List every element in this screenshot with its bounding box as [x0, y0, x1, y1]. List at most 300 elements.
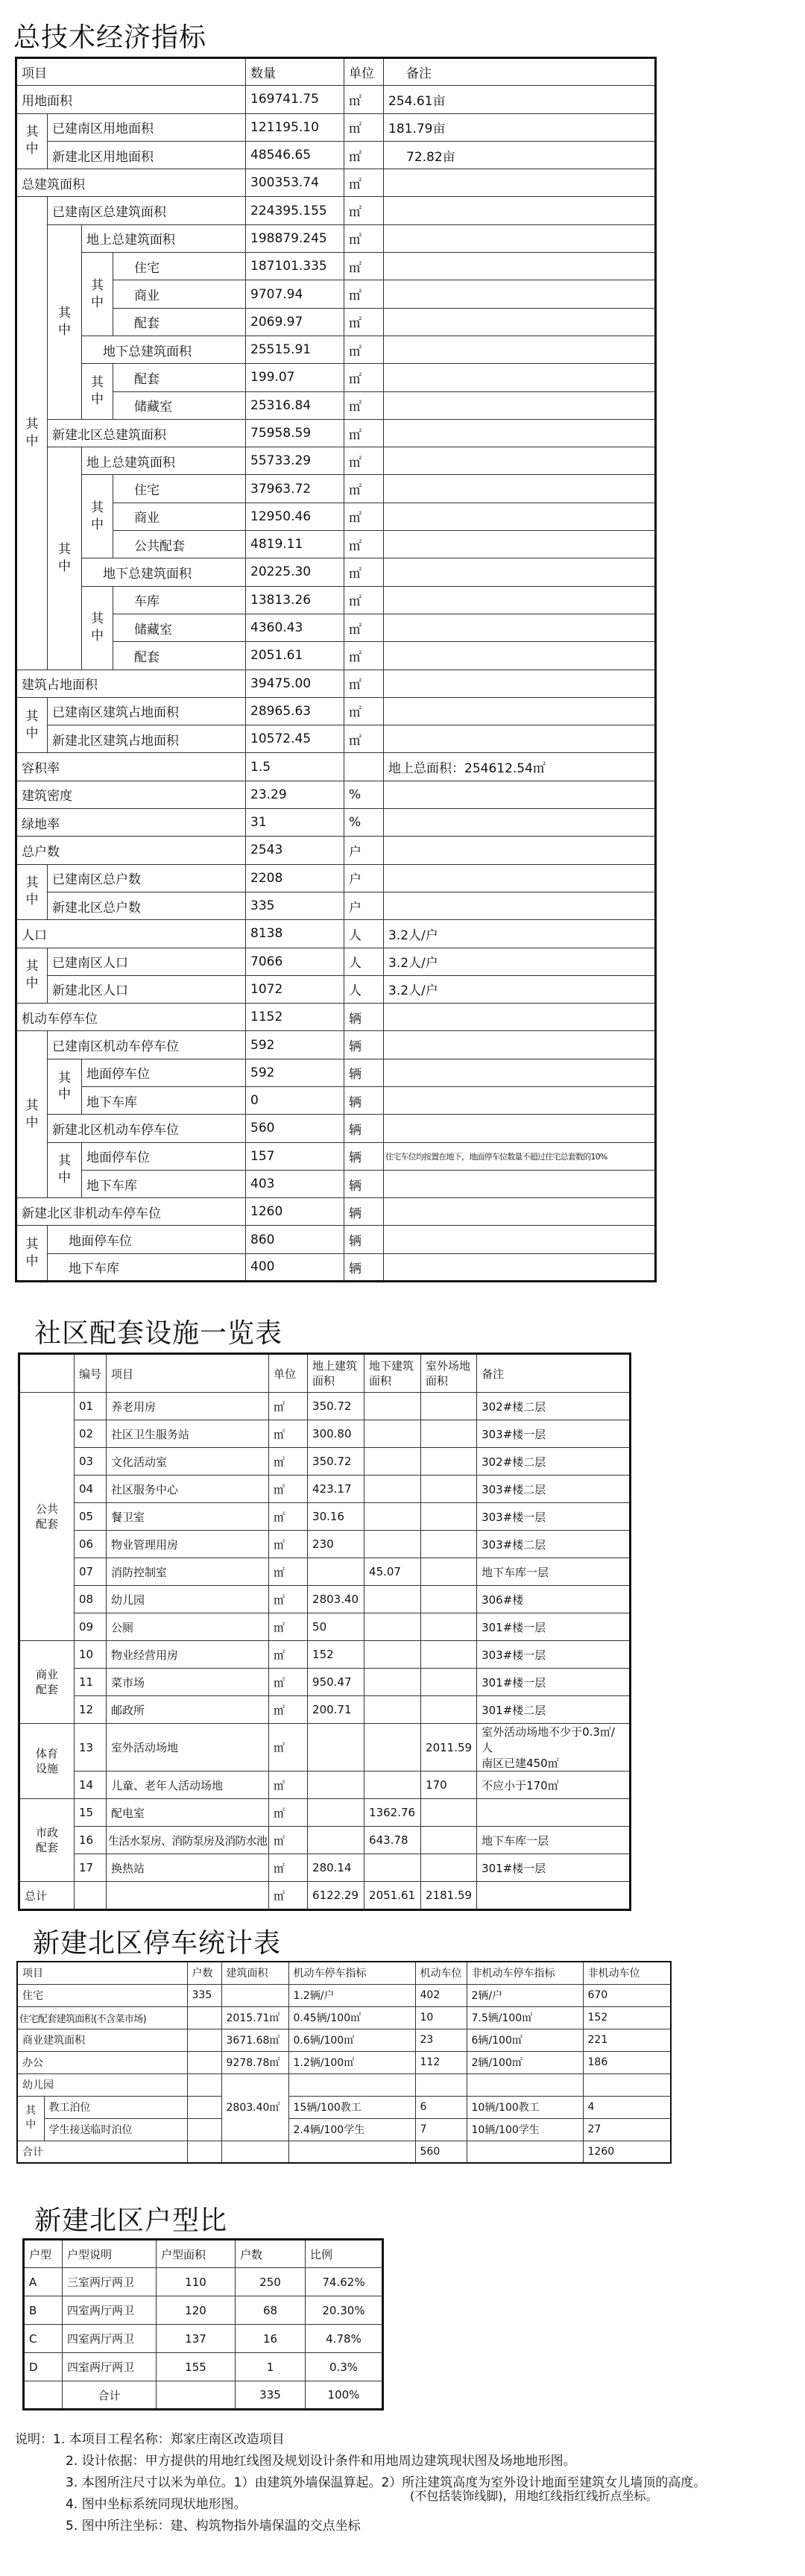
row-label: 公共配套 — [113, 531, 246, 558]
cell-area: 9278.78㎡ — [221, 2051, 288, 2073]
cell-note — [477, 1854, 631, 1882]
table-row — [16, 197, 656, 224]
table-row — [16, 948, 656, 975]
row-note — [384, 419, 656, 447]
cell-unit: ㎡ — [269, 1696, 308, 1724]
cell-area: 2015.71㎡ — [221, 2006, 288, 2029]
cell-unit: ㎡ — [269, 1772, 308, 1799]
row-label: 已建南区建筑占地面积 — [48, 697, 246, 725]
table-row — [19, 1420, 631, 1448]
cell-bikes: 27 — [583, 2118, 671, 2141]
row-unit: ㎡ — [344, 280, 384, 308]
header-cell: 机动车位 — [415, 1962, 467, 1984]
row-label: 新建北区总户数 — [48, 892, 246, 919]
row-unit: 辆 — [344, 1253, 384, 1281]
row-note — [384, 1198, 656, 1226]
total-outdoor: 2181.59 — [421, 1882, 477, 1910]
cell-unit: ㎡ — [269, 1420, 308, 1448]
row-qty: 198879.245 — [246, 224, 344, 252]
row-unit — [344, 753, 384, 781]
table-row — [19, 1503, 631, 1531]
row-unit: ㎡ — [344, 531, 384, 558]
row-label: 地上总建筑面积 — [82, 447, 246, 475]
cell-below — [364, 1476, 421, 1503]
row-unit: 辆 — [344, 1170, 384, 1197]
row-unit: ㎡ — [344, 169, 384, 197]
row-unit: ㎡ — [344, 725, 384, 753]
row-label: 新建北区机动车停车位 — [48, 1115, 246, 1142]
cell-below: 643.78 — [364, 1827, 421, 1854]
row-note — [384, 781, 656, 808]
cell-count: 250 — [236, 2268, 306, 2296]
cell-empty — [157, 2381, 236, 2410]
row-qty: 335 — [246, 892, 344, 919]
table-row — [16, 336, 656, 363]
cell-name: 办公 — [17, 2051, 187, 2073]
row-qty: 2543 — [246, 837, 344, 864]
cell-outdoor: 170 — [421, 1772, 477, 1799]
cell-above — [308, 1558, 364, 1586]
row-unit: ㎡ — [344, 391, 384, 419]
cell-no: 06 — [75, 1531, 107, 1558]
row-label: 新建北区总建筑面积 — [48, 419, 246, 447]
table-row — [16, 1059, 656, 1086]
table-row — [16, 1142, 656, 1170]
header-cell: 户型面积 — [157, 2240, 236, 2268]
cell-area: 110 — [157, 2268, 236, 2296]
header-cell: 项目 — [17, 1962, 187, 1984]
row-unit: % — [344, 781, 384, 808]
row-label: 地下车库 — [82, 1086, 246, 1114]
row-qty: 4360.43 — [246, 614, 344, 641]
cell-no: 14 — [75, 1772, 107, 1799]
cell-count: 68 — [236, 2296, 306, 2325]
row-unit: ㎡ — [344, 475, 384, 503]
cell-type: D — [24, 2353, 63, 2381]
cell-unit: ㎡ — [269, 1393, 308, 1420]
row-qty: 48546.65 — [246, 141, 344, 169]
header-cell: 户型说明 — [63, 2240, 157, 2268]
cell-desc: 四室两厅两卫 — [63, 2325, 157, 2353]
cell-outdoor — [421, 1827, 477, 1854]
cell-desc: 四室两厅两卫 — [63, 2353, 157, 2381]
table-row — [16, 558, 656, 586]
row-qty: 860 — [246, 1226, 344, 1253]
table-row — [16, 1031, 656, 1059]
note-text: 303#楼一层 — [482, 1427, 546, 1441]
cell-ratio: 74.62% — [306, 2268, 383, 2296]
row-label: 车库 — [113, 586, 246, 614]
note-4-line — [15, 2489, 798, 2516]
row-note — [384, 197, 656, 224]
cell-below: 45.07 — [364, 1558, 421, 1586]
cell-empty — [583, 2073, 671, 2096]
row-qty: 25515.91 — [246, 336, 344, 363]
qi-zhong-label: 其中 — [16, 697, 48, 753]
row-label: 建筑占地面积 — [16, 670, 246, 697]
row-note — [384, 642, 656, 670]
row-qty: 9707.94 — [246, 280, 344, 308]
header-cell: 户数 — [236, 2240, 306, 2268]
row-unit: ㎡ — [344, 614, 384, 641]
cell-above: 280.14 — [308, 1854, 364, 1882]
note-1: 1. 本项目工程名称：郑家庄南区改造项目 — [53, 2432, 285, 2447]
header-cell: 机动车停车指标 — [288, 1962, 415, 1984]
row-note: 地上总面积：254612.54㎡ — [384, 753, 656, 781]
table-row — [19, 1772, 631, 1799]
table-row — [16, 447, 656, 475]
cell-above — [308, 1827, 364, 1854]
header-cell: 编号 — [75, 1354, 107, 1393]
row-qty: 2069.97 — [246, 308, 344, 336]
cell-ratio: 4.78% — [306, 2325, 383, 2353]
table-row — [16, 1170, 656, 1197]
cell-below — [364, 1586, 421, 1613]
cell-above — [308, 1724, 364, 1772]
row-note — [384, 475, 656, 503]
cell-no: 15 — [75, 1799, 107, 1827]
cell-type: A — [24, 2268, 63, 2296]
cell-households: 335 — [187, 1984, 221, 2006]
group-label: 商业配套 — [19, 1641, 75, 1724]
row-unit: ㎡ — [344, 197, 384, 224]
table-row — [16, 670, 656, 697]
note-5: 5. 图中所注坐标：建、构筑物指外墙保温的交点坐标 — [66, 2519, 361, 2534]
note-text: 303#楼一层 — [482, 1510, 546, 1524]
qi-zhong-label: 其中 — [16, 197, 48, 670]
total-cars: 560 — [415, 2141, 467, 2163]
section-title-parking: 新建北区停车统计表 — [33, 1928, 282, 1959]
note-text: 302#楼二层 — [482, 1399, 546, 1414]
table-row — [17, 2096, 671, 2118]
cell-note — [477, 1531, 631, 1558]
cell-above: 350.72 — [308, 1448, 364, 1476]
row-qty: 13813.26 — [246, 586, 344, 614]
cell-name: 菜市场 — [107, 1669, 269, 1696]
row-unit: ㎡ — [344, 308, 384, 336]
row-qty: 7066 — [246, 948, 344, 975]
table-row — [19, 1799, 631, 1827]
cell-unit: ㎡ — [269, 1669, 308, 1696]
cell-bikes: 186 — [583, 2051, 671, 2073]
row-note — [384, 391, 656, 419]
row-label: 地下车库 — [48, 1253, 246, 1281]
qi-zhong-label: 其中 — [16, 1226, 48, 1282]
cell-count: 1 — [236, 2353, 306, 2381]
row-qty: 75958.59 — [246, 419, 344, 447]
row-qty: 400 — [246, 1253, 344, 1281]
row-label: 地面停车位 — [82, 1142, 246, 1170]
row-qty: 592 — [246, 1059, 344, 1086]
row-note — [384, 253, 656, 280]
row-unit: ㎡ — [344, 224, 384, 252]
table-row — [16, 781, 656, 808]
note-text: 303#楼一层 — [482, 1648, 546, 1662]
row-label: 已建南区人口 — [48, 948, 246, 975]
row-label: 已建南区总建筑面积 — [48, 197, 246, 224]
row-label: 住宅 — [113, 253, 246, 280]
total-row — [19, 1882, 631, 1910]
row-qty: 25316.84 — [246, 391, 344, 419]
cell-below — [364, 1724, 421, 1772]
cell-bikes: 4 — [583, 2096, 671, 2118]
cell-outdoor — [421, 1531, 477, 1558]
row-note — [384, 586, 656, 614]
unit-ratio-table — [22, 2238, 384, 2410]
row-label: 新建北区非机动车停车位 — [16, 1198, 246, 1226]
cell-empty — [467, 2073, 583, 2096]
header-cell: 单位 — [344, 58, 384, 86]
row-note — [384, 169, 656, 197]
cell-car-index: 0.45辆/100㎡ — [288, 2006, 415, 2029]
cell-above: 30.16 — [308, 1503, 364, 1531]
row-note — [384, 447, 656, 475]
table-header-row — [19, 1354, 631, 1393]
cell-cars: 402 — [415, 1984, 467, 2006]
cell-outdoor — [421, 1669, 477, 1696]
cell-note — [477, 1696, 631, 1724]
cell-cars: 112 — [415, 2051, 467, 2073]
cell-area — [221, 1984, 288, 2006]
table-row — [16, 753, 656, 781]
cell-no: 04 — [75, 1476, 107, 1503]
table-row — [17, 2029, 671, 2051]
cell-bike-index: 6辆/100㎡ — [467, 2029, 583, 2051]
header-cell: 室外场地面积 — [421, 1354, 477, 1393]
table-row — [16, 86, 656, 113]
row-unit: 辆 — [344, 1226, 384, 1253]
cell-area: 155 — [157, 2353, 236, 2381]
cell-note — [477, 1799, 631, 1827]
cell-note — [477, 1476, 631, 1503]
table-row — [19, 1641, 631, 1669]
row-qty: 12950.46 — [246, 503, 344, 530]
cell-no: 08 — [75, 1586, 107, 1613]
header-cell: 数量 — [246, 58, 344, 86]
table-row — [19, 1827, 631, 1854]
row-label: 用地面积 — [16, 86, 246, 113]
header-cell: 项目 — [16, 58, 246, 86]
table-row — [16, 725, 656, 753]
row-note — [384, 1004, 656, 1031]
table-row — [24, 2353, 383, 2381]
note-text-2: 南区已建450㎡ — [482, 1757, 559, 1770]
header-cell: 项目 — [107, 1354, 269, 1393]
header-cell: 备注 — [384, 58, 656, 86]
cell-below — [364, 1854, 421, 1882]
row-label: 地上总建筑面积 — [82, 224, 246, 252]
header-cell: 建筑面积 — [221, 1962, 288, 1984]
row-label: 总建筑面积 — [16, 169, 246, 197]
row-label: 配套 — [113, 642, 246, 670]
cell-no: 02 — [75, 1420, 107, 1448]
row-note: 3.2人/户 — [384, 948, 656, 975]
header-cell: 单位 — [269, 1354, 308, 1393]
cell-bike-index: 7.5辆/100㎡ — [467, 2006, 583, 2029]
cell-outdoor — [421, 1393, 477, 1420]
cell-above: 350.72 — [308, 1393, 364, 1420]
cell-note — [477, 1448, 631, 1476]
total-label: 总计 — [19, 1882, 75, 1910]
row-unit: 辆 — [344, 1059, 384, 1086]
row-qty: 20225.30 — [246, 558, 344, 586]
cell-name: 消防控制室 — [107, 1558, 269, 1586]
cell-outdoor — [421, 1503, 477, 1531]
total-below: 2051.61 — [364, 1882, 421, 1910]
cell-unit: ㎡ — [269, 1799, 308, 1827]
cell-above — [308, 1772, 364, 1799]
cell-outdoor — [421, 1476, 477, 1503]
note-text: 301#楼二层 — [482, 1703, 546, 1717]
cell-type: B — [24, 2296, 63, 2325]
row-qty: 31 — [246, 809, 344, 837]
tech-indicators-table — [15, 57, 657, 1282]
row-unit: ㎡ — [344, 697, 384, 725]
cell-no: 16 — [75, 1827, 107, 1854]
header-cell: 地上建筑面积 — [308, 1354, 364, 1393]
cell-bikes: 152 — [583, 2006, 671, 2029]
row-note — [384, 670, 656, 697]
table-row — [17, 2051, 671, 2073]
total-label: 合计 — [63, 2381, 157, 2410]
cell-area: 3671.68㎡ — [221, 2029, 288, 2051]
row-qty: 403 — [246, 1170, 344, 1197]
total-ratio: 100% — [306, 2381, 383, 2410]
table-row — [16, 1115, 656, 1142]
cell-name: 餐卫室 — [107, 1503, 269, 1531]
table-row — [19, 1393, 631, 1420]
cell-empty — [24, 2381, 63, 2410]
cell-above — [308, 1799, 364, 1827]
facilities-table — [18, 1352, 631, 1911]
note-text: 地下车库一层 — [482, 1565, 549, 1579]
cell-no: 10 — [75, 1641, 107, 1669]
cell-note — [477, 1613, 631, 1641]
header-cell: 非机动车位 — [583, 1962, 671, 1984]
cell-name: 生活水泵房、消防泵房及消防水池 — [107, 1827, 269, 1854]
row-note — [384, 224, 656, 252]
row-unit: 户 — [344, 864, 384, 892]
cell-name: 公厕 — [107, 1613, 269, 1641]
cell-above: 230 — [308, 1531, 364, 1558]
total-label: 合计 — [17, 2141, 187, 2163]
row-note — [384, 837, 656, 864]
section-title-tech-indicators: 总技术经济指标 — [13, 22, 207, 53]
table-row — [16, 1198, 656, 1226]
row-note: 住宅车位均按置在地下，地面停车位数量不超过住宅总套数的10% — [384, 1142, 656, 1170]
cell-no: 13 — [75, 1724, 107, 1772]
row-qty: 39475.00 — [246, 670, 344, 697]
table-row — [19, 1476, 631, 1503]
qi-zhong-label: 其中 — [82, 364, 113, 420]
note-3-continued: (不包括装饰线脚)，用地红线指红线折点坐标。 — [410, 2489, 658, 2503]
cell-name: 换热站 — [107, 1854, 269, 1882]
row-qty: 28965.63 — [246, 697, 344, 725]
row-note — [384, 809, 656, 837]
row-unit: 辆 — [344, 1004, 384, 1031]
cell-below — [364, 1420, 421, 1448]
table-row — [16, 1086, 656, 1114]
row-unit: ㎡ — [344, 419, 384, 447]
qi-zhong-label: 其中 — [48, 447, 82, 670]
note-text: 306#楼 — [482, 1593, 524, 1607]
qi-zhong-label: 其中 — [48, 1142, 82, 1198]
total-count: 335 — [236, 2381, 306, 2410]
header-cell: 地下建筑面积 — [364, 1354, 421, 1393]
cell-households — [187, 2118, 221, 2141]
cell-below — [364, 1669, 421, 1696]
row-unit: 辆 — [344, 1115, 384, 1142]
row-label: 配套 — [113, 308, 246, 336]
row-unit: ㎡ — [344, 113, 384, 141]
cell-households — [187, 2051, 221, 2073]
row-label: 已建南区机动车停车位 — [48, 1031, 246, 1059]
qi-zhong-label: 其中 — [16, 113, 48, 169]
cell-above: 300.80 — [308, 1420, 364, 1448]
cell-car-index: 2.4辆/100学生 — [288, 2118, 415, 2141]
table-row — [24, 2325, 383, 2353]
row-label: 新建北区人口 — [48, 975, 246, 1003]
row-label: 已建南区总户数 — [48, 864, 246, 892]
total-row — [17, 2141, 671, 2163]
row-label: 已建南区用地面积 — [48, 113, 246, 141]
cell-unit: ㎡ — [269, 1641, 308, 1669]
group-label: 体育设施 — [19, 1724, 75, 1799]
row-note — [384, 336, 656, 363]
row-unit: ㎡ — [344, 503, 384, 530]
total-bikes: 1260 — [583, 2141, 671, 2163]
row-label: 地面停车位 — [48, 1226, 246, 1253]
section-title-unit-ratio: 新建北区户型比 — [34, 2205, 228, 2236]
cell-households — [187, 2029, 221, 2051]
note-text: 301#楼一层 — [482, 1861, 546, 1875]
row-unit: ㎡ — [344, 364, 384, 391]
row-unit: ㎡ — [344, 253, 384, 280]
cell-empty — [221, 2141, 288, 2163]
cell-name: 物业经营用房 — [107, 1641, 269, 1669]
row-qty: 560 — [246, 1115, 344, 1142]
total-above: 6122.29 — [308, 1882, 364, 1910]
table-row — [16, 975, 656, 1003]
cell-no: 09 — [75, 1613, 107, 1641]
cell-ratio: 0.3% — [306, 2353, 383, 2381]
cell-no: 03 — [75, 1448, 107, 1476]
cell-below — [364, 1393, 421, 1420]
row-unit: ㎡ — [344, 141, 384, 169]
table-row — [16, 113, 656, 141]
row-label: 地下总建筑面积 — [82, 336, 246, 363]
qi-zhong-label: 其中 — [48, 1059, 82, 1115]
row-note — [384, 725, 656, 753]
cell-note — [477, 1503, 631, 1531]
cell-name: 邮政所 — [107, 1696, 269, 1724]
row-qty: 187101.335 — [246, 253, 344, 280]
table-row — [19, 1613, 631, 1641]
note-line — [15, 2429, 798, 2451]
cell-bike-index: 10辆/100学生 — [467, 2118, 583, 2141]
table-row — [17, 2073, 671, 2096]
row-label: 人口 — [16, 920, 246, 948]
row-qty: 224395.155 — [246, 197, 344, 224]
cell-below — [364, 1613, 421, 1641]
row-qty: 169741.75 — [246, 86, 344, 113]
table-row — [19, 1669, 631, 1696]
group-label: 市政配套 — [19, 1799, 75, 1882]
cell-empty — [107, 1882, 269, 1910]
cell-unit: ㎡ — [269, 1854, 308, 1882]
row-label: 建筑密度 — [16, 781, 246, 808]
row-note — [384, 1253, 656, 1281]
